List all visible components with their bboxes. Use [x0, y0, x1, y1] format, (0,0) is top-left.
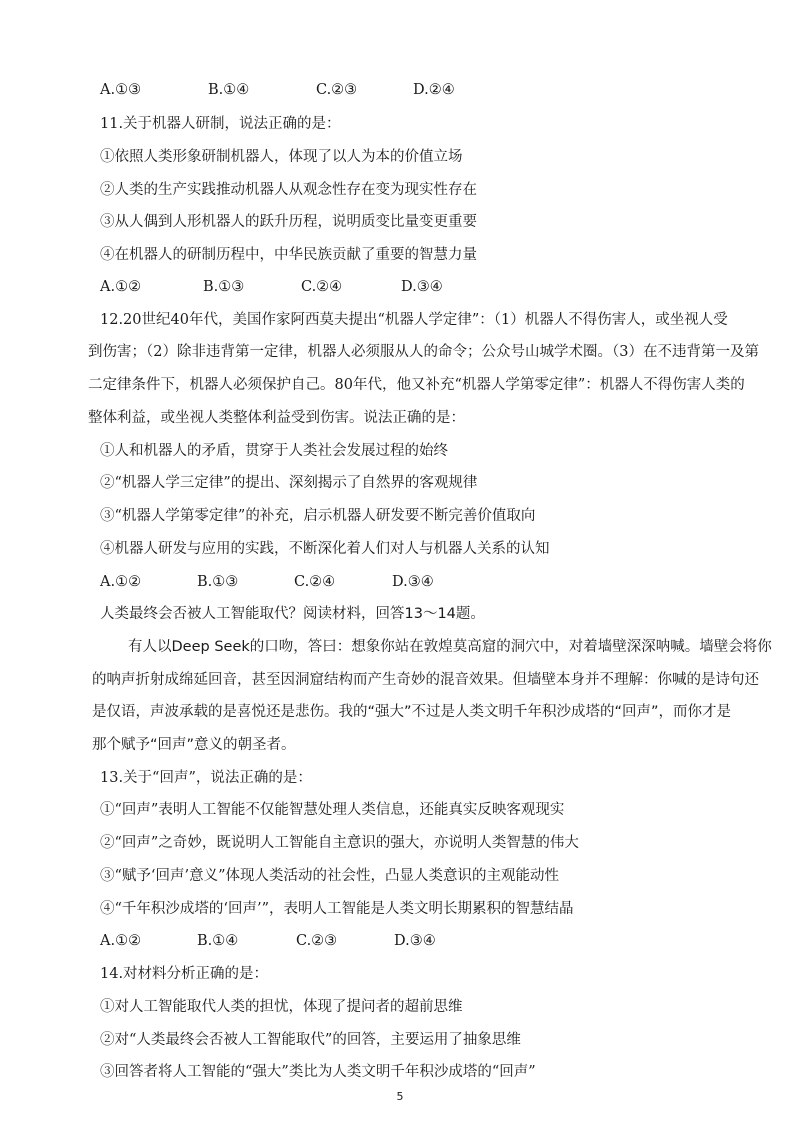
material-line-3: 是仅语，声波承载的是喜悦还是悲伤。我的“强大”不过是人类文明千年积沙成塔的“回声”，而你才是 — [92, 704, 732, 720]
q11-stem: 11.关于机器人研制，说法正确的是： — [100, 116, 341, 132]
option-a: A.①② — [100, 933, 142, 949]
q11-item-4: ④在机器人的研制历程中，中华民族贡献了重要的智慧力量 — [100, 247, 477, 263]
page-number: 5 — [396, 1090, 404, 1103]
q13-stem: 13.关于“回声”，说法正确的是： — [100, 770, 312, 786]
q11-item-3: ③从人偶到人形机器人的跃升历程，说明质变比量变更重要 — [100, 214, 477, 230]
q11-item-2: ②人类的生产实践推动机器人从观念性存在变为现实性存在 — [100, 182, 477, 198]
q13-options — [100, 931, 436, 951]
material-line-2: 的呐声折射成绵延回音，甚至因洞窟结构而产生奇妙的混音效果。但墙壁本身并不理解：你喊的是诗句还 — [92, 672, 759, 688]
option-d: D.②④ — [413, 82, 455, 98]
q12-item-1: ①人和机器人的矛盾，贯穿于人类社会发展过程的始终 — [100, 443, 448, 459]
option-b: B.①④ — [197, 933, 239, 949]
option-c: C.②③ — [316, 82, 358, 98]
q12-stem-line-2: 到伤害；（2）除非违背第一定律，机器人必须服从人的命令；公众号山城学术圈。（3）在不违背第一及第 — [88, 344, 759, 360]
q13-item-1: ①“回声”表明人工智能不仅能智慧处理人类信息，还能真实反映客观现实 — [100, 802, 565, 818]
q12-stem-line-3: 二定律条件下，机器人必须保护自己。80年代，他又补充“机器人学第零定律”：机器人不得伤害人类的 — [88, 377, 745, 393]
q12-stem-line-1: 12.20世纪40年代，美国作家阿西莫夫提出“机器人学定律”：（1）机器人不得伤害人，或坐视人受 — [100, 312, 728, 328]
q12-item-2: ②“机器人学三定律”的提出、深刻揭示了自然界的客观规律 — [100, 475, 478, 491]
q13-item-4: ④“千年积沙成塔的‘回声’”，表明人工智能是人类文明长期累积的智慧结晶 — [100, 901, 574, 917]
q13-item-2: ②“回声”之奇妙，既说明人工智能自主意识的强大，亦说明人类智慧的伟大 — [100, 835, 579, 851]
option-c: C.②③ — [296, 933, 338, 949]
option-d: D.③④ — [401, 279, 443, 295]
material-line-4: 那个赋予“回声”意义的朝圣者。 — [92, 737, 296, 753]
q11-options — [100, 277, 443, 297]
q12-options — [100, 572, 434, 592]
q12-item-4: ④机器人研发与应用的实践，不断深化着人们对人与机器人关系的认知 — [100, 541, 550, 557]
option-a: A.①② — [100, 574, 142, 590]
q14-item-1: ①对人工智能取代人类的担忧，体现了提问者的超前思维 — [100, 999, 463, 1015]
option-a: A.①② — [100, 279, 142, 295]
material-intro: 人类最终会否被人工智能取代？阅读材料，回答13～14题。 — [100, 606, 485, 622]
q14-stem: 14.对材料分析正确的是： — [100, 966, 269, 982]
option-a: A.①③ — [100, 82, 142, 98]
q12-stem-line-4: 整体利益，或坐视人类整体利益受到伤害。说法正确的是： — [88, 410, 465, 426]
option-c: C.②④ — [294, 574, 336, 590]
q14-item-2: ②对“人类最终会否被人工智能取代”的回答，主要运用了抽象思维 — [100, 1032, 521, 1048]
option-b: B.①④ — [208, 82, 250, 98]
q11-item-1: ①依照人类形象研制机器人，体现了以人为本的价值立场 — [100, 149, 463, 165]
option-d: D.③④ — [394, 933, 436, 949]
option-d: D.③④ — [392, 574, 434, 590]
q12-item-3: ③“机器人学第零定律”的补充，启示机器人研发要不断完善价值取向 — [100, 508, 536, 524]
q13-item-3: ③“赋予‘回声’意义”体现人类活动的社会性，凸显人类意识的主观能动性 — [100, 868, 560, 884]
material-line-1: 有人以Deep Seek的口吻，答曰：想象你站在敦煌莫高窟的洞穴中，对着墙壁深深呐喊。墙壁会将你 — [128, 639, 772, 655]
prev-question-options — [100, 80, 455, 100]
option-b: B.①③ — [203, 279, 245, 295]
q14-item-3: ③回答者将人工智能的“强大”类比为人类文明千年积沙成塔的“回声” — [100, 1064, 536, 1080]
option-c: C.②④ — [301, 279, 343, 295]
option-b: B.①③ — [197, 574, 239, 590]
